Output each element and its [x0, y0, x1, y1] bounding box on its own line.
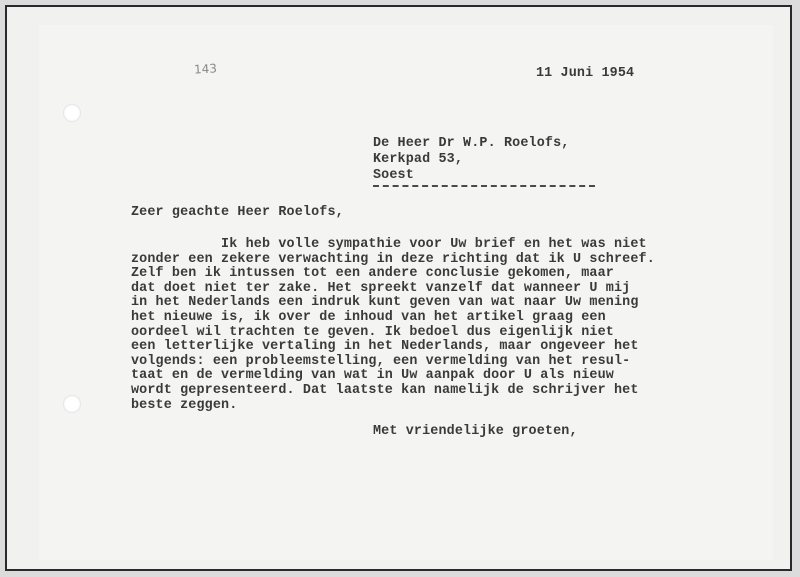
punch-hole-bottom: [63, 395, 81, 413]
body-line: het nieuwe is, ik over de inhoud van het artikel graag een: [131, 309, 606, 325]
closing: Met vriendelijke groeten,: [373, 424, 578, 439]
recipient-line-2: Kerkpad 53,: [373, 152, 464, 167]
address-underline: [373, 185, 595, 187]
body-line: Zelf ben ik intussen tot een andere conclusie gekomen, maar: [131, 266, 614, 282]
recipient-line-1: De Heer Dr W.P. Roelofs,: [373, 136, 570, 151]
body-line: dat doet niet ter zake. Het spreekt vanzelf dat wanneer U mij: [131, 280, 631, 296]
salutation: Zeer geachte Heer Roelofs,: [131, 205, 344, 220]
body-line: een letterlijke vertaling in het Nederlands, maar ongeveer het: [131, 339, 639, 355]
body-line: zonder een zekere verwachting in deze richting dat ik U schreef.: [131, 251, 655, 267]
body-line: oordeel wil trachten te geven. Ik bedoel dus eigenlijk niet: [131, 324, 614, 340]
punch-hole-top: [63, 104, 81, 122]
pencil-annotation: 143: [193, 61, 218, 77]
letter-body: [131, 237, 655, 412]
body-line: in het Nederlands een indruk kunt geven van wat naar Uw mening: [131, 295, 639, 311]
body-line: wordt gepresenteerd. Dat laatste kan namelijk de schrijver het: [131, 382, 639, 398]
body-line: Ik heb volle sympathie voor Uw brief en het was niet: [131, 237, 647, 252]
body-line: beste zeggen.: [131, 397, 238, 413]
letter-date: 11 Juni 1954: [536, 66, 635, 81]
body-line: taat en de vermelding van wat in Uw aanpak door U als nieuw: [131, 368, 614, 384]
body-line: volgends: een probleemstelling, een vermelding van het resul-: [131, 353, 631, 369]
recipient-line-3: Soest: [373, 168, 414, 183]
